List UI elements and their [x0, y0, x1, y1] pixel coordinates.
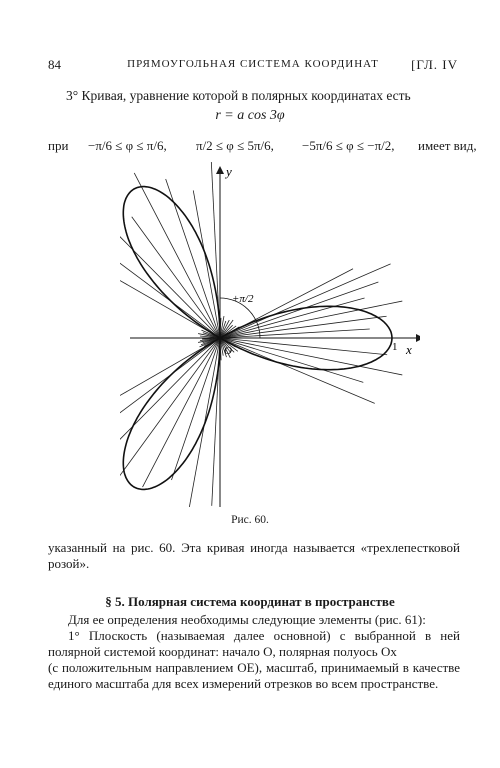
radial-line	[201, 282, 378, 345]
condition-range-3: −5π/6 ≤ φ ≤ −π/2,	[302, 138, 395, 153]
section-title: § 5. Полярная система координат в пространстве	[105, 594, 395, 609]
chapter-label: [ГЛ. IV	[411, 57, 458, 72]
intro-text: 3° Кривая, уравнение которой в полярных координатах есть	[66, 88, 411, 103]
page-header	[48, 57, 458, 77]
radial-line	[200, 264, 391, 347]
body-paragraph-2: 1° Плоскость (называемая далее основной) с выбранной в ней полярной системой координат: начало O, полярная полуось Ox	[48, 628, 460, 659]
x-axis-label: x	[406, 342, 412, 357]
angle-conditions	[48, 130, 477, 162]
condition-prefix: при	[48, 138, 69, 153]
rose-figure	[120, 162, 420, 507]
condition-range-1: −π/6 ≤ φ ≤ π/6,	[88, 138, 167, 153]
y-axis-label: y	[226, 164, 232, 179]
unit-label: 1	[392, 341, 398, 353]
page-number: 84	[48, 57, 61, 72]
radial-line	[203, 333, 363, 383]
rose-equation: r = a cos 3φ	[215, 108, 285, 123]
running-title: ПРЯМОУГОЛЬНАЯ СИСТЕМА КООРДИНАТ	[127, 58, 379, 70]
condition-suffix: имеет вид,	[418, 138, 477, 153]
body-paragraph-1: Для ее определения необходимы следующие элементы (рис. 61):	[68, 612, 426, 627]
radial-line	[200, 316, 387, 340]
figure-caption: Рис. 60.	[231, 514, 269, 526]
rose-diagram	[120, 162, 420, 507]
after-figure-text: указанный на рис. 60. Эта кривая иногда называется «трехлепестковой розой».	[48, 540, 460, 571]
origin-label: O	[224, 345, 232, 357]
body-text	[48, 612, 460, 692]
condition-range-2: π/2 ≤ φ ≤ 5π/6,	[196, 138, 274, 153]
radial-line	[132, 217, 231, 353]
radial-lines	[120, 162, 402, 507]
angle-label: +π/2	[232, 293, 254, 305]
body-paragraph-3: (с положительным направлением OE), масштаб, принимаемый в качестве единого масштаба для всех измерений отрезков во всем пространстве.	[48, 660, 460, 691]
radial-line	[201, 330, 374, 403]
